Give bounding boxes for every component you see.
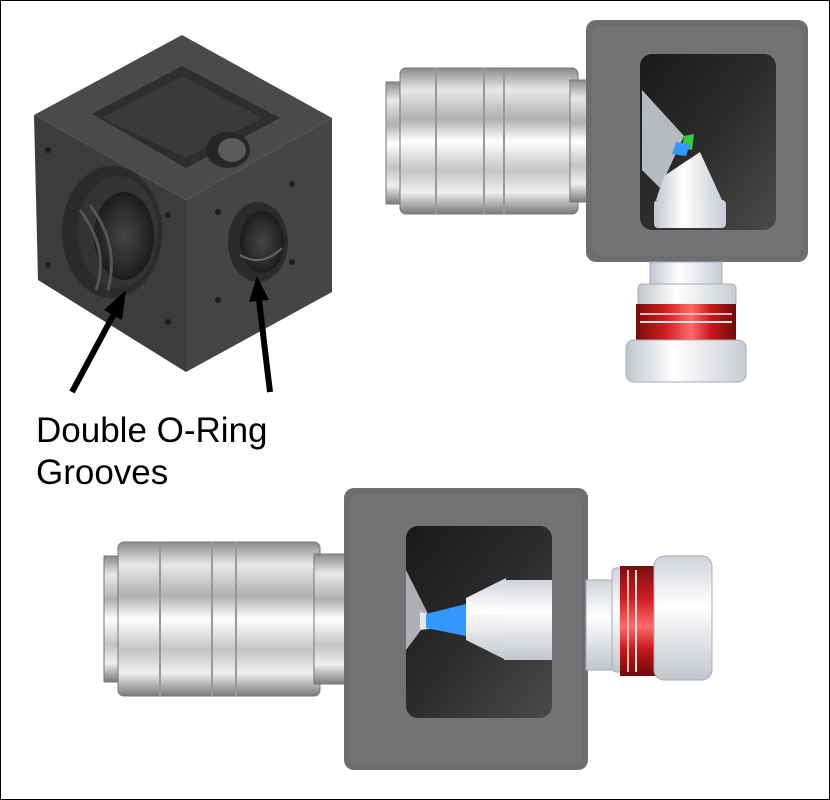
cube-housing-gray-bottom [344,488,588,770]
annotation-line-2: Grooves [36,453,169,492]
objective-lens-icon [386,68,592,214]
annotation-label [36,410,268,494]
seal-assembly-vertical [626,262,746,382]
cube-housing-icon [34,35,332,372]
seal-assembly-horizontal [586,556,712,680]
objective-lens-icon [104,542,350,696]
annotation-line-1: Double O-Ring [36,411,268,450]
cube-housing-gray-top [586,20,808,262]
